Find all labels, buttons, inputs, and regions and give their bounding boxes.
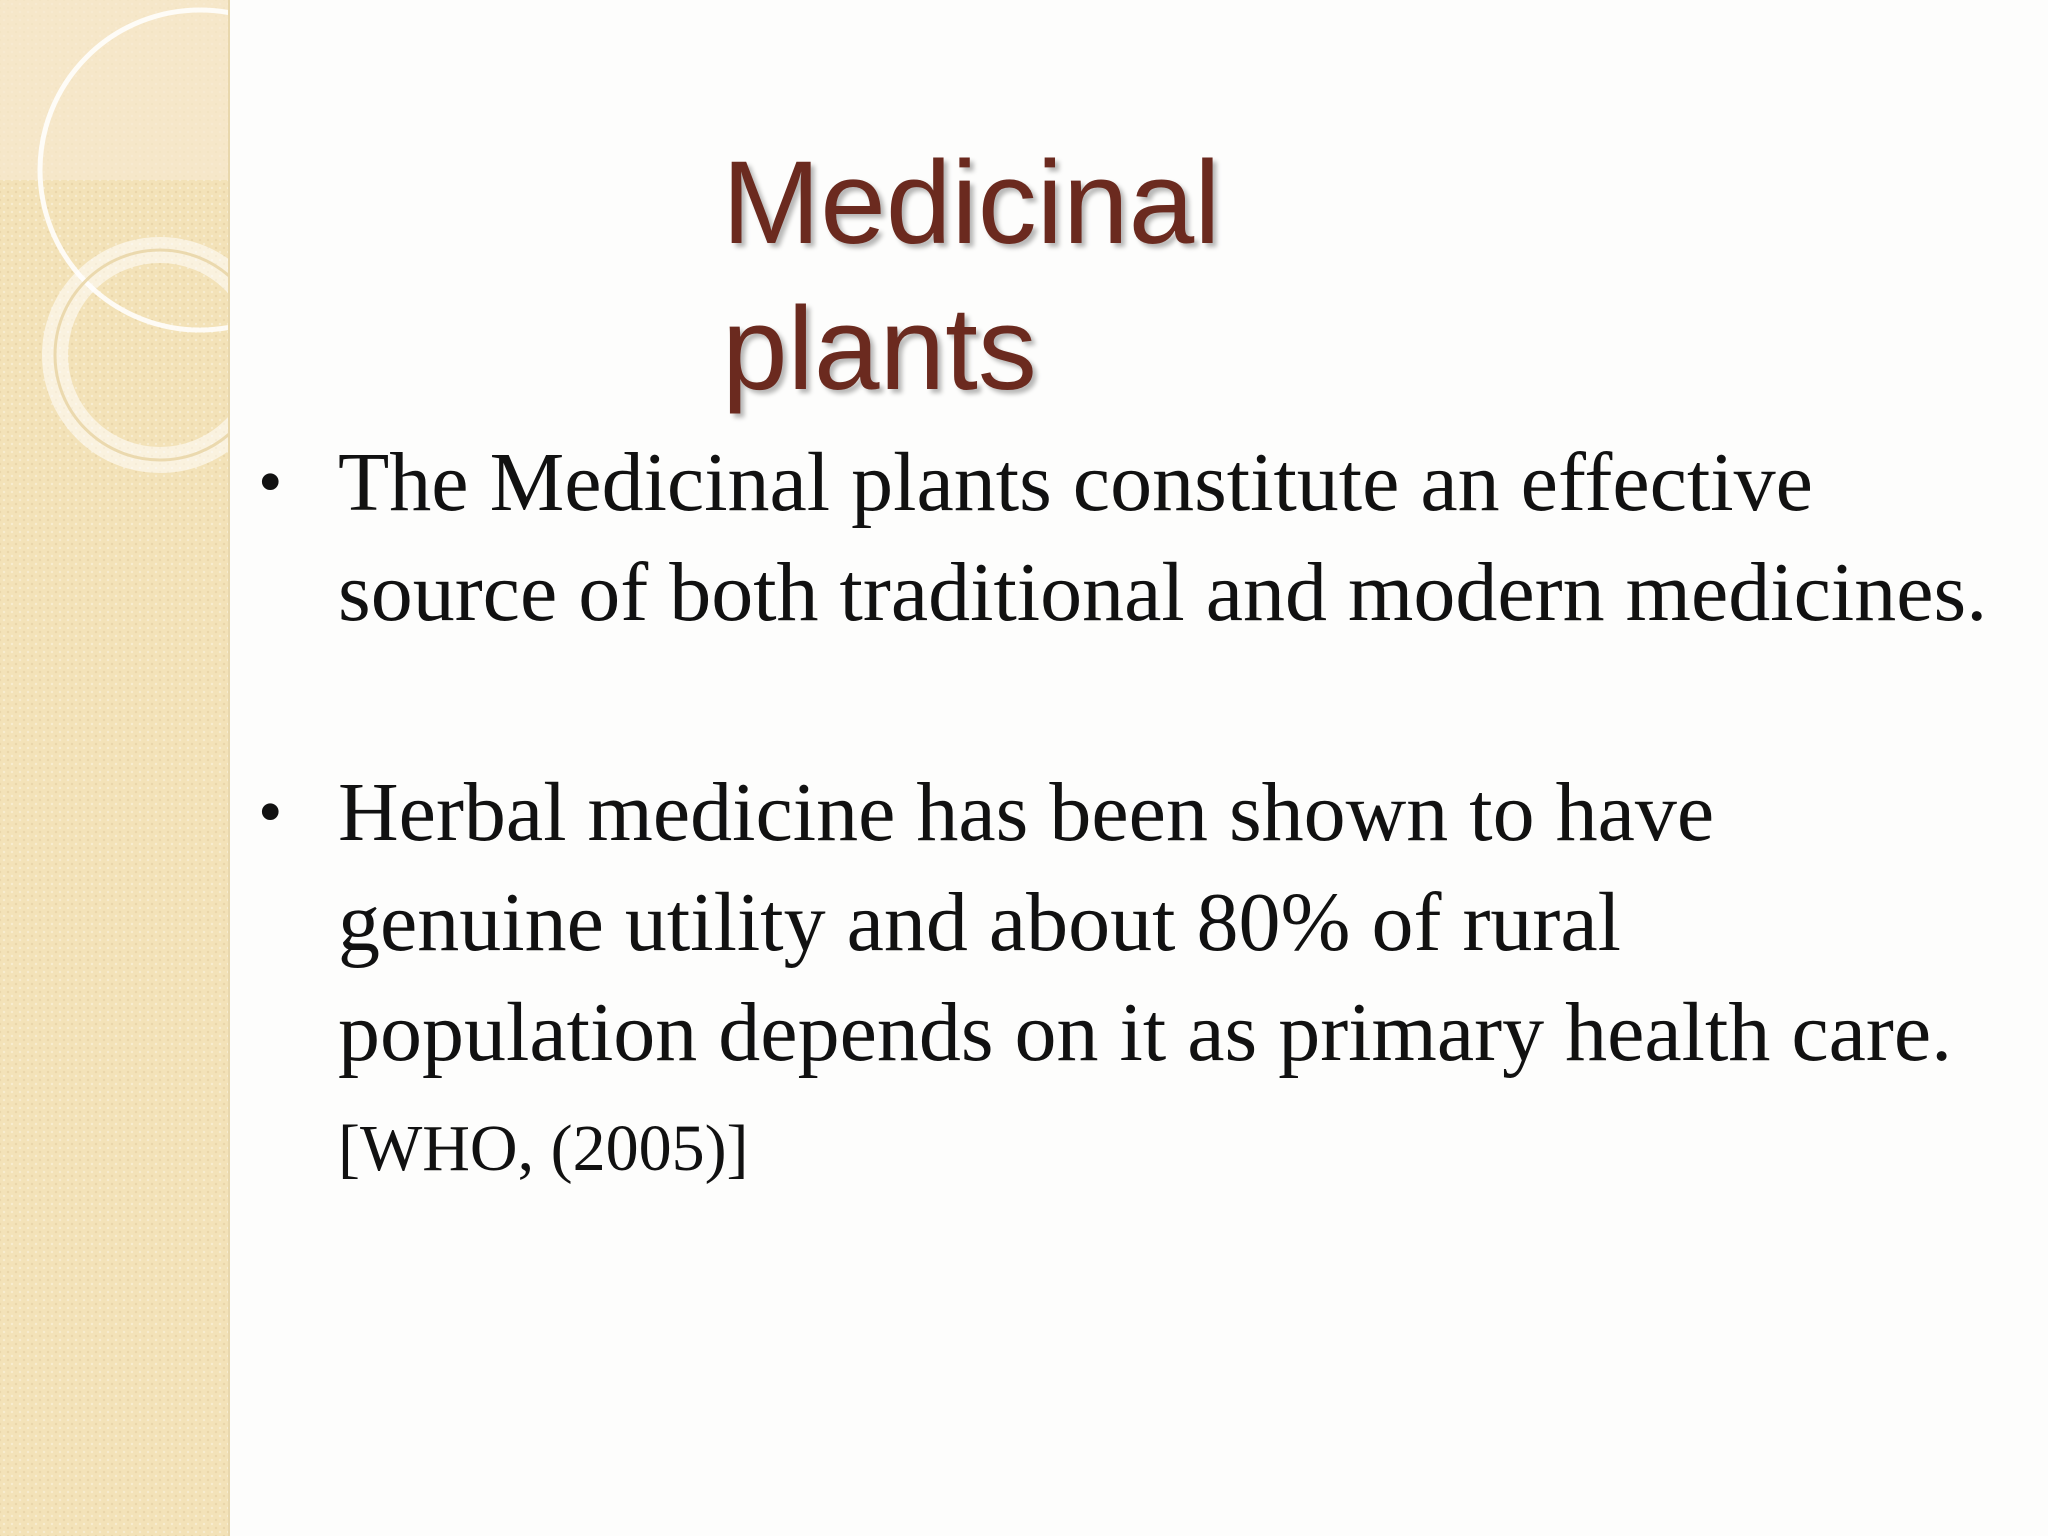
decorative-side-panel: [0, 0, 230, 1536]
bullet-list: [258, 428, 1998, 1314]
bullet-item: [258, 428, 1998, 648]
title-line: plants: [722, 283, 1037, 415]
title-line: Medicinal: [722, 137, 1221, 269]
slide-title: [722, 130, 1220, 422]
decorative-rings-icon: [0, 0, 228, 520]
bullet-text: Herbal medicine has been shown to have genuine utility and about 80% of rural population depends on it as primary health care.: [338, 766, 1953, 1079]
bullet-item: [258, 758, 1998, 1204]
citation: [WHO, (2005)]: [338, 1112, 749, 1185]
bullet-text: The Medicinal plants constitute an effective source of both traditional and modern medicines.: [338, 436, 1988, 639]
